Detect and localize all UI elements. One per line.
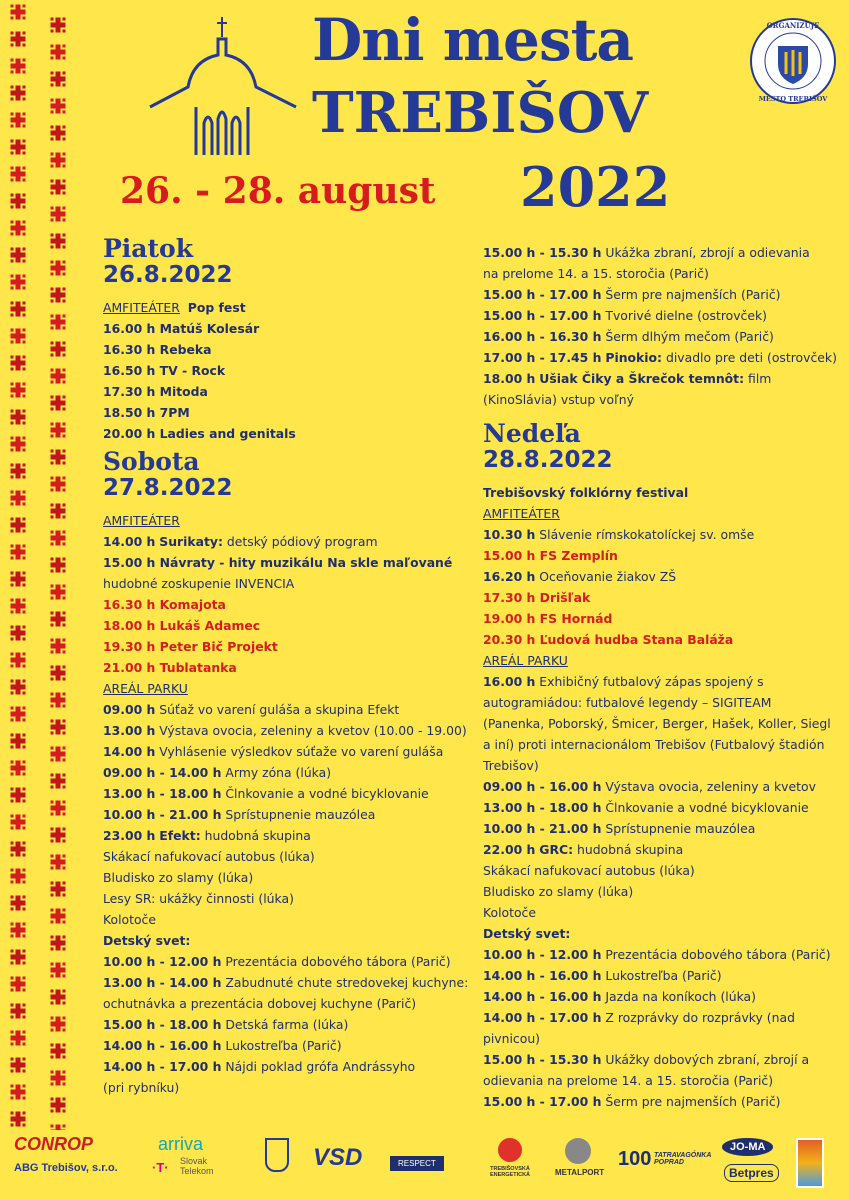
ornament-cross xyxy=(11,221,26,236)
ornament-cross xyxy=(11,599,26,614)
conrop-logo: CONROP xyxy=(14,1134,94,1154)
metalport-icon xyxy=(565,1138,591,1164)
ornament-cross xyxy=(11,410,26,425)
ornament-cross xyxy=(51,369,66,384)
list-item: 15.00 h Návraty - hity muzikálu Na skle maľované xyxy=(103,555,453,570)
joma-logo: JO-MA xyxy=(722,1138,773,1156)
ornament-cross xyxy=(11,734,26,749)
svg-text:MESTO TREBIŠOV: MESTO TREBIŠOV xyxy=(758,95,828,103)
list-item: 15.00 h - 15.30 h Ukážka zbraní, zbrojí a odievania xyxy=(483,245,810,260)
event-year: 2022 xyxy=(520,155,671,219)
ornament-cross xyxy=(51,666,66,681)
list-item: na prelome 14. a 15. storočia (Parič) xyxy=(483,266,709,281)
list-item: Kolotoče xyxy=(483,905,536,920)
ornament-cross xyxy=(11,248,26,263)
ornament-cross xyxy=(11,761,26,776)
ornament-cross xyxy=(51,774,66,789)
ornament-cross xyxy=(51,153,66,168)
ornament-cross xyxy=(11,950,26,965)
ornament-cross xyxy=(51,477,66,492)
ornament-cross xyxy=(11,545,26,560)
ornament-cross xyxy=(51,342,66,357)
list-item: 13.00 h - 18.00 h Člnkovanie a vodné bicyklovanie xyxy=(103,786,429,801)
metalport-logo: METALPORT xyxy=(555,1168,605,1177)
list-item: 13.00 h - 14.00 h Zabudnuté chute stredovekej kuchyne: xyxy=(103,975,469,990)
ornament-cross xyxy=(51,801,66,816)
list-item: 14.00 h Surikaty: detský pódiový program xyxy=(103,534,378,549)
list-item: 19.30 h Peter Bič Projekt xyxy=(103,639,278,654)
list-item: 09.00 h Súťaž vo varení guláša a skupina Efekt xyxy=(103,702,400,717)
sobota-date: 27.8.2022 xyxy=(103,475,233,501)
ornament-cross xyxy=(11,32,26,47)
ornament-cross xyxy=(11,1004,26,1019)
ornament-cross xyxy=(51,126,66,141)
svg-text:ORGANIZUJE: ORGANIZUJE xyxy=(766,21,820,30)
list-item: odievania na prelome 14. a 15. storočia (Parič) xyxy=(483,1073,774,1088)
ornament-cross xyxy=(51,423,66,438)
ornament-cross xyxy=(11,1058,26,1073)
tep-icon xyxy=(498,1138,522,1162)
list-item: 10.30 h Slávenie rímskokatolíckej sv. omše xyxy=(483,527,755,542)
ornament-cross xyxy=(11,194,26,209)
ornament-cross xyxy=(51,180,66,195)
list-item: (Panenka, Poborský, Šmicer, Berger, Hašek, Koller, Siegl xyxy=(483,716,831,731)
list-item: hudobné zoskupenie INVENCIA xyxy=(103,576,295,591)
ornament-cross xyxy=(51,585,66,600)
ornament-cross xyxy=(51,72,66,87)
list-item: 14.00 h - 17.00 h Z rozprávky do rozprávky (nad xyxy=(483,1010,795,1025)
ornament-cross xyxy=(51,963,66,978)
list-item: 14.00 h - 16.00 h Lukostreľba (Parič) xyxy=(483,968,722,983)
ornament-cross xyxy=(51,207,66,222)
list-item: (KinoSlávia) vstup voľný xyxy=(483,392,634,407)
ornament-cross xyxy=(11,437,26,452)
list-item: 15.00 h FS Zemplín xyxy=(483,548,618,563)
abg-logo: ABG Trebišov, s.r.o. xyxy=(14,1162,118,1174)
piatok-day: Piatok xyxy=(103,234,194,263)
list-item: Trebišov) xyxy=(483,758,539,773)
arriva-logo: arriva xyxy=(158,1134,204,1154)
vsd-logo: VSD xyxy=(313,1144,363,1171)
list-item: a iní) proti internacionálom Trebišov (Futbalový štadión xyxy=(483,737,825,752)
list-item: 19.00 h FS Hornád xyxy=(483,611,613,626)
list-item: 10.00 h - 21.00 h Sprístupnenie mauzólea xyxy=(483,821,756,836)
ornament-cross xyxy=(11,491,26,506)
list-item: 20.00 h Ladies and genitals xyxy=(103,426,296,441)
list-item: 16.00 h Exhibičný futbalový zápas spojený s xyxy=(483,674,764,689)
title-line-1: Dni mesta xyxy=(312,6,633,74)
ornament-cross xyxy=(11,572,26,587)
list-item: 16.50 h TV - Rock xyxy=(103,363,226,378)
list-item: 17.00 h - 17.45 h Pinokio: divadlo pre deti (ostrovček) xyxy=(483,350,837,365)
ornament-cross xyxy=(11,1112,26,1127)
sponsors-bar xyxy=(0,1130,849,1200)
ornament-cross xyxy=(51,747,66,762)
list-item: 17.30 h Mitoda xyxy=(103,384,208,399)
ornament-cross xyxy=(51,693,66,708)
list-item: 09.00 h - 14.00 h Army zóna (lúka) xyxy=(103,765,332,780)
ornament-cross xyxy=(51,558,66,573)
ornament-cross xyxy=(11,140,26,155)
piatok-section: AMFITEÁTER Pop fest xyxy=(103,300,246,315)
ornament-cross xyxy=(51,828,66,843)
ornament-cross xyxy=(51,639,66,654)
ornament-cross xyxy=(51,99,66,114)
list-item: 13.00 h - 18.00 h Člnkovanie a vodné bicyklovanie xyxy=(483,800,809,815)
list-item: Lesy SR: ukážky činnosti (lúka) xyxy=(103,891,294,906)
ornament-cross xyxy=(11,59,26,74)
ornament-cross xyxy=(51,396,66,411)
ornament-cross xyxy=(11,383,26,398)
ornament-cross xyxy=(51,909,66,924)
ornament-cross xyxy=(11,626,26,641)
ornament-cross xyxy=(51,450,66,465)
tatravagonka-100-icon: 100 xyxy=(618,1148,652,1170)
ornament-cross xyxy=(11,464,26,479)
list-item: Skákací nafukovací autobus (lúka) xyxy=(483,863,695,878)
sobota-section-park: AREÁL PARKU xyxy=(103,681,188,696)
nedela-section-park: AREÁL PARKU xyxy=(483,653,568,668)
list-item: 14.00 h - 17.00 h Nájdi poklad grófa Andrássyho xyxy=(103,1059,416,1074)
list-item: pivnicou) xyxy=(483,1031,541,1046)
ornament-cross xyxy=(11,86,26,101)
ornament-cross xyxy=(11,167,26,182)
list-item: (pri rybníku) xyxy=(103,1080,180,1095)
sobota-kids-heading: Detský svet: xyxy=(103,933,191,948)
list-item: 21.00 h Tublatanka xyxy=(103,660,237,675)
ornament-cross xyxy=(11,1031,26,1046)
sobota-day: Sobota xyxy=(103,447,200,476)
ornament-cross xyxy=(51,315,66,330)
list-item: 22.00 h GRC: hudobná skupina xyxy=(483,842,684,857)
list-item: ochutnávka a prezentácia dobovej kuchyne (Parič) xyxy=(103,996,417,1011)
ornament-cross xyxy=(11,113,26,128)
list-item: 16.30 h Komajota xyxy=(103,597,226,612)
mks-logo-icon xyxy=(796,1138,824,1188)
ornament-cross xyxy=(51,936,66,951)
ornament-cross xyxy=(51,855,66,870)
event-dates: 26. - 28. august xyxy=(120,170,436,212)
ornament-cross xyxy=(11,680,26,695)
ornament-cross xyxy=(11,275,26,290)
ornament-cross xyxy=(11,329,26,344)
list-item: Kolotoče xyxy=(103,912,156,927)
ornament-cross xyxy=(11,302,26,317)
list-item: 16.00 h - 16.30 h Šerm dlhým mečom (Parič) xyxy=(483,329,774,344)
list-item: 18.00 h Lukáš Adamec xyxy=(103,618,261,633)
ornament-cross xyxy=(51,234,66,249)
ornament-cross xyxy=(11,5,26,20)
tatravagonka-logo: TATRAVAGÓNKA POPRAD xyxy=(654,1152,712,1166)
ornament-cross xyxy=(11,896,26,911)
ornament-cross xyxy=(51,720,66,735)
sobota-section-amfiteater: AMFITEÁTER xyxy=(103,513,180,528)
ornament-cross xyxy=(11,1085,26,1100)
ornament-cross xyxy=(11,518,26,533)
ornament-cross xyxy=(51,18,66,33)
list-item: 15.00 h - 15.30 h Ukážky dobových zbraní, zbrojí a xyxy=(483,1052,810,1067)
tep-logo: TREBIŠOVSKÁ ENERGETICKÁ xyxy=(489,1166,531,1178)
list-item: 15.00 h - 17.00 h Tvorivé dielne (ostrovček) xyxy=(483,308,768,323)
ornamental-border xyxy=(0,0,90,1130)
ornament-cross xyxy=(51,612,66,627)
title-line-2: TREBIŠOV xyxy=(312,80,649,146)
list-item: 23.00 h Efekt: hudobná skupina xyxy=(103,828,311,843)
ornament-cross xyxy=(51,531,66,546)
list-item: 14.00 h - 16.00 h Lukostreľba (Parič) xyxy=(103,1038,342,1053)
nedela-festival: Trebišovský folklórny festival xyxy=(483,485,689,500)
list-item: Bludisko zo slamy (lúka) xyxy=(103,870,254,885)
list-item: 16.00 h Matúš Kolesár xyxy=(103,321,260,336)
city-seal-icon xyxy=(748,16,838,106)
ornament-cross xyxy=(51,45,66,60)
betpres-logo: Betpres xyxy=(724,1164,779,1182)
ornament-cross xyxy=(51,504,66,519)
ornament-cross xyxy=(11,707,26,722)
ornament-cross xyxy=(51,1044,66,1059)
trebisov-crest-icon xyxy=(265,1138,289,1172)
list-item: 14.00 h - 16.00 h Jazda na koníkoch (lúka) xyxy=(483,989,756,1004)
list-item: Skákací nafukovací autobus (lúka) xyxy=(103,849,315,864)
list-item: 14.00 h Vyhlásenie výsledkov súťaže vo varení guláša xyxy=(103,744,444,759)
list-item: 15.00 h - 18.00 h Detská farma (lúka) xyxy=(103,1017,349,1032)
telekom-logo: Slovak Telekom xyxy=(180,1156,214,1176)
ornament-cross xyxy=(51,882,66,897)
respect-logo: RESPECT xyxy=(390,1156,444,1171)
ornament-cross xyxy=(11,788,26,803)
list-item: 20.30 h Ľudová hudba Stana Baláža xyxy=(483,632,734,647)
ornament-cross xyxy=(11,815,26,830)
ornament-cross xyxy=(11,869,26,884)
ornament-cross xyxy=(51,1071,66,1086)
ornament-cross xyxy=(51,261,66,276)
nedela-kids-heading: Detský svet: xyxy=(483,926,571,941)
ornament-cross xyxy=(11,923,26,938)
ornament-cross xyxy=(51,1098,66,1113)
ornament-cross xyxy=(11,356,26,371)
ornament-cross xyxy=(51,1017,66,1032)
nedela-section-amfiteater: AMFITEÁTER xyxy=(483,506,560,521)
telekom-icon: ·T· xyxy=(152,1160,169,1175)
list-item: 17.30 h Drišľak xyxy=(483,590,591,605)
list-item: 13.00 h Výstava ovocia, zeleniny a kvetov (10.00 - 19.00) xyxy=(103,723,467,738)
list-item: Bludisko zo slamy (lúka) xyxy=(483,884,634,899)
list-item: 15.00 h - 17.00 h Šerm pre najmenších (Parič) xyxy=(483,287,781,302)
list-item: 16.20 h Oceňovanie žiakov ZŠ xyxy=(483,569,677,584)
ornament-cross xyxy=(11,653,26,668)
nedela-date: 28.8.2022 xyxy=(483,447,613,473)
ornament-cross xyxy=(11,977,26,992)
piatok-date: 26.8.2022 xyxy=(103,262,233,288)
list-item: 10.00 h - 21.00 h Sprístupnenie mauzólea xyxy=(103,807,376,822)
list-item: 16.30 h Rebeka xyxy=(103,342,212,357)
left-column xyxy=(103,235,473,1098)
ornament-cross xyxy=(11,842,26,857)
ornament-cross xyxy=(51,990,66,1005)
list-item: 15.00 h - 17.00 h Šerm pre najmenších (Parič) xyxy=(483,1094,781,1109)
list-item: 18.00 h Ušiak Čiky a Škrečok temnôt: film xyxy=(483,371,772,386)
list-item: 09.00 h - 16.00 h Výstava ovocia, zeleniny a kvetov xyxy=(483,779,816,794)
list-item: 18.50 h 7PM xyxy=(103,405,190,420)
list-item: autogramiádou: futbalové legendy – SIGITEAM xyxy=(483,695,772,710)
ornament-cross xyxy=(51,288,66,303)
list-item: 10.00 h - 12.00 h Prezentácia dobového tábora (Parič) xyxy=(103,954,451,969)
nedela-day: Nedeľa xyxy=(483,419,581,448)
list-item: 10.00 h - 12.00 h Prezentácia dobového tábora (Parič) xyxy=(483,947,831,962)
church-logo-icon xyxy=(148,15,313,160)
right-column xyxy=(483,242,845,1112)
